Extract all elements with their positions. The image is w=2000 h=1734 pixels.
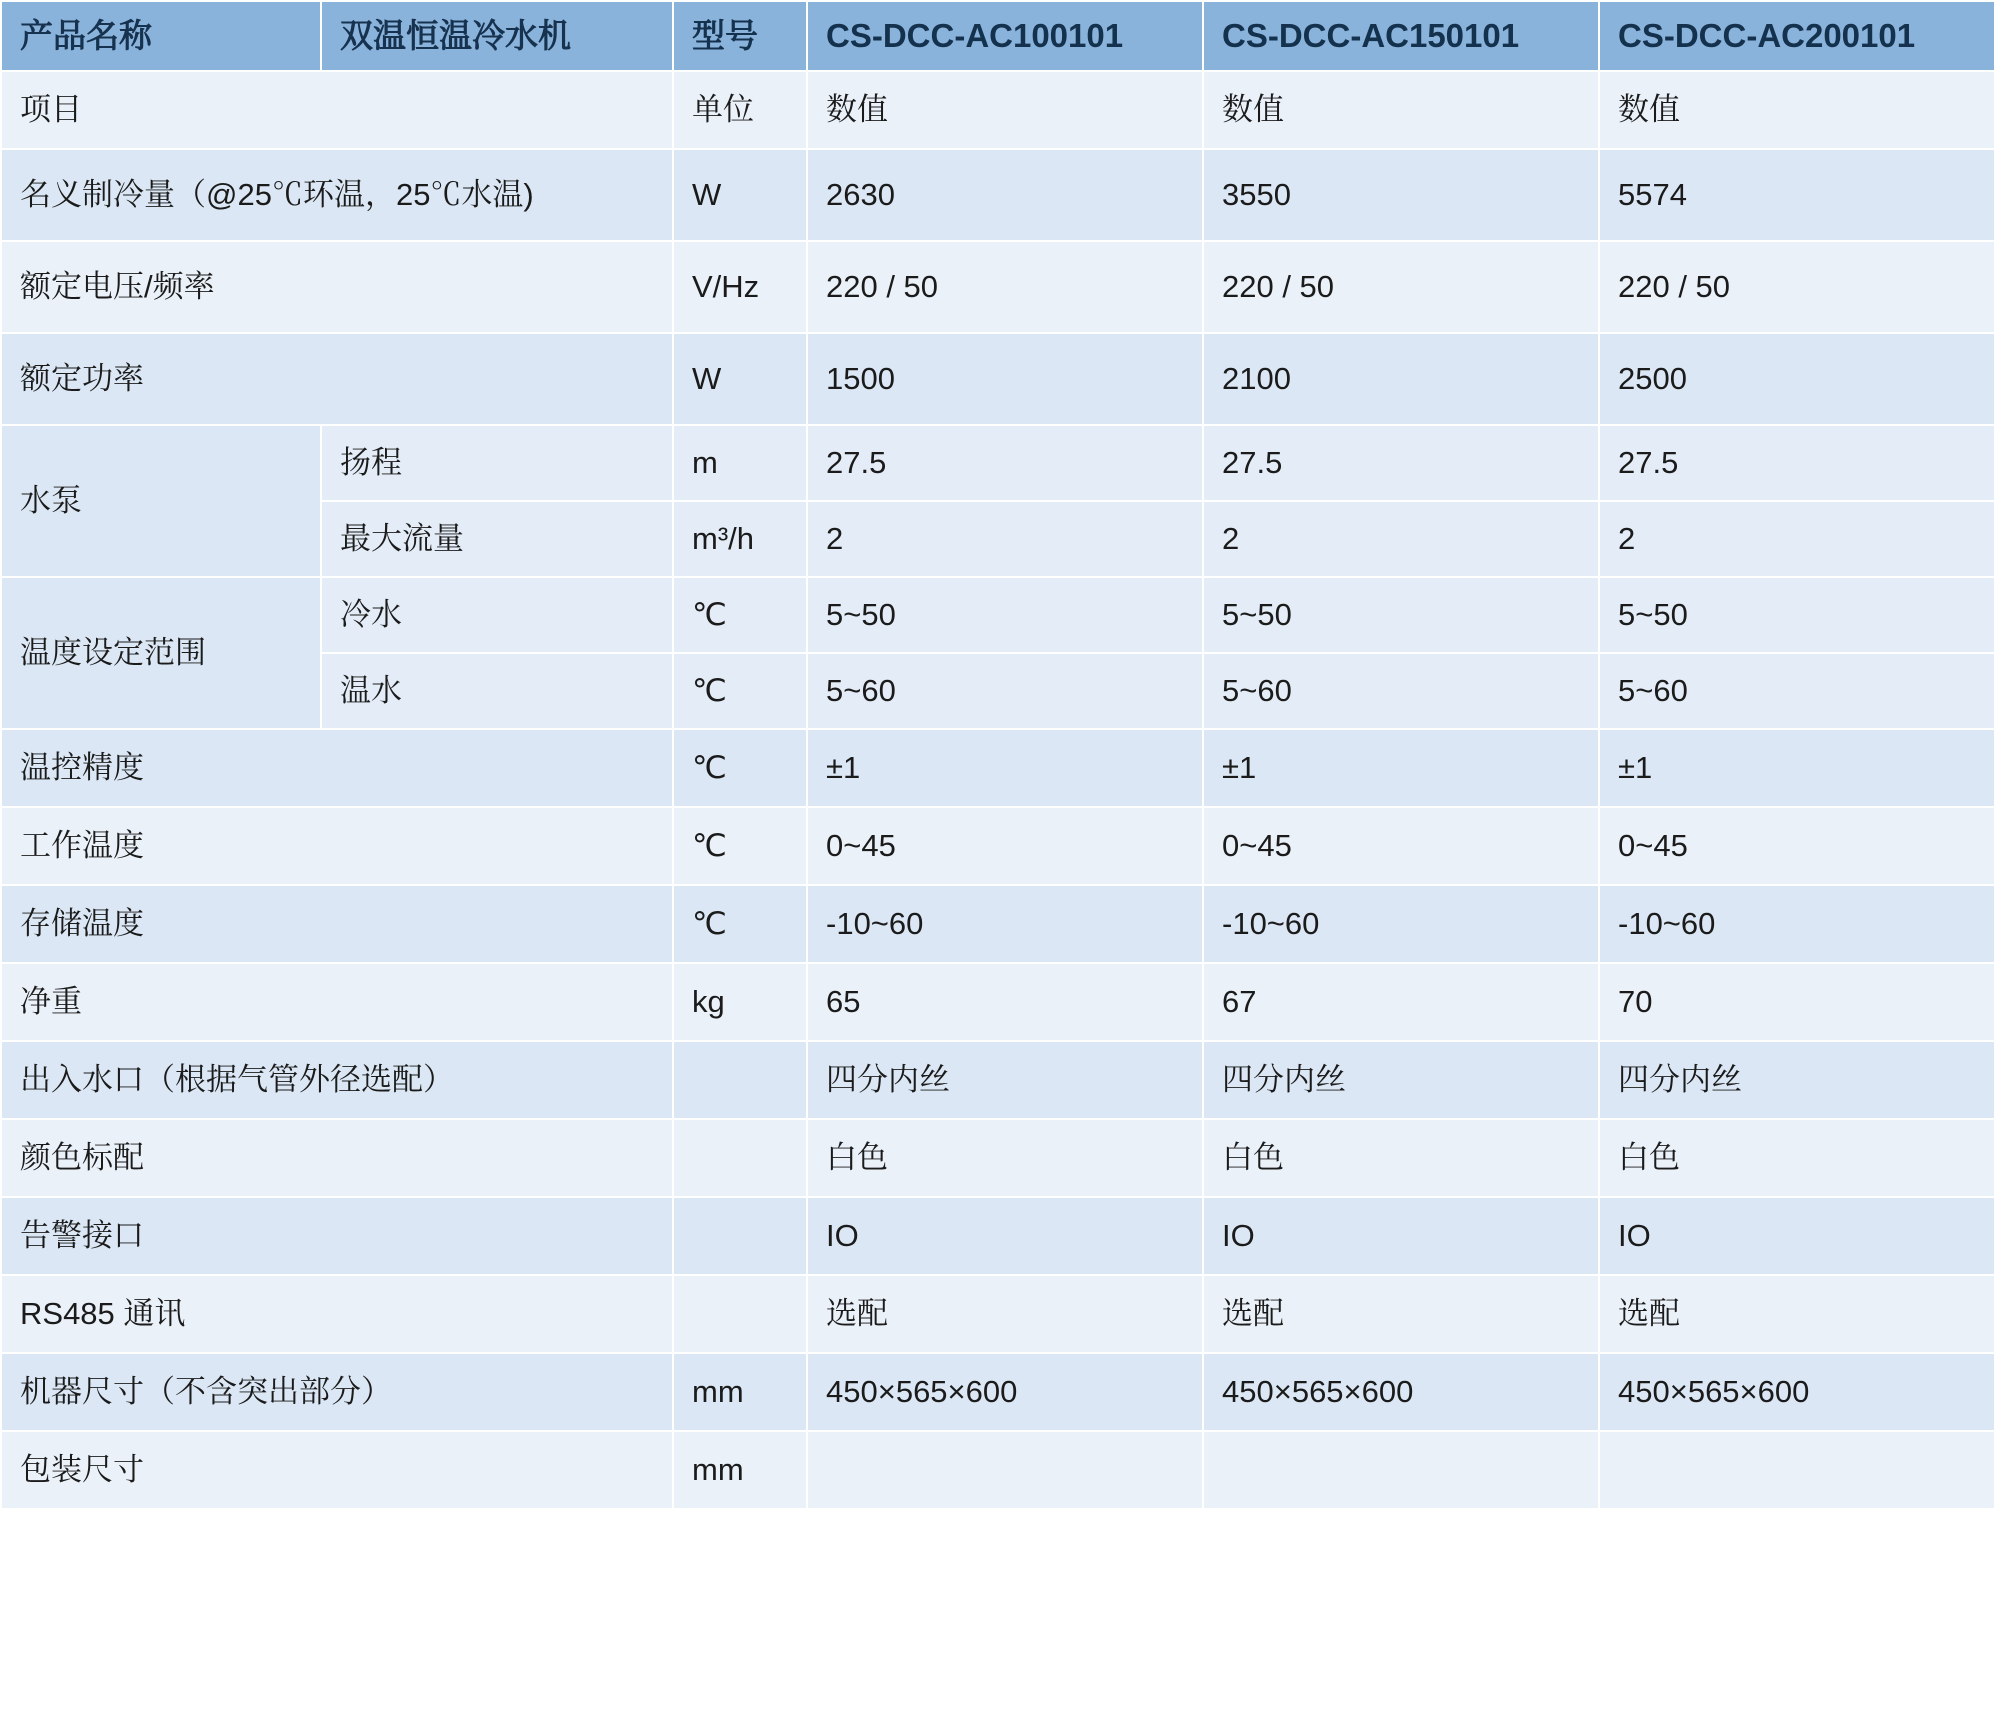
table-row — [1, 885, 1995, 963]
row-unit: kg — [673, 963, 807, 1041]
row-value-3: 5~50 — [1599, 577, 1995, 653]
row-unit: m — [673, 425, 807, 501]
row-unit: mm — [673, 1431, 807, 1509]
row-value-1: 数值 — [807, 71, 1203, 149]
row-value-1: ±1 — [807, 729, 1203, 807]
row-value-3: 70 — [1599, 963, 1995, 1041]
table-row — [1, 1275, 1995, 1353]
row-value-2: 3550 — [1203, 149, 1599, 241]
row-label: 温控精度 — [1, 729, 673, 807]
header-model-label: 型号 — [673, 1, 807, 71]
table-header-row — [1, 1, 1995, 71]
row-label: 存储温度 — [1, 885, 673, 963]
row-value-2: 白色 — [1203, 1119, 1599, 1197]
row-value-1: 四分内丝 — [807, 1041, 1203, 1119]
row-unit: ℃ — [673, 885, 807, 963]
row-value-2: 220 / 50 — [1203, 241, 1599, 333]
row-label: 包装尺寸 — [1, 1431, 673, 1509]
row-label: 机器尺寸（不含突出部分） — [1, 1353, 673, 1431]
row-unit — [673, 1197, 807, 1275]
row-label: 告警接口 — [1, 1197, 673, 1275]
row-unit: m³/h — [673, 501, 807, 577]
row-unit: ℃ — [673, 807, 807, 885]
row-value-1 — [807, 1431, 1203, 1509]
table-row — [1, 333, 1995, 425]
row-group-label-temp-range: 温度设定范围 — [1, 577, 321, 729]
row-value-3: IO — [1599, 1197, 1995, 1275]
header-product-name-label: 产品名称 — [1, 1, 321, 71]
header-model-1: CS-DCC-AC100101 — [807, 1, 1203, 71]
table-header — [1, 1, 1995, 71]
row-value-2: 四分内丝 — [1203, 1041, 1599, 1119]
row-value-3: 选配 — [1599, 1275, 1995, 1353]
row-unit: W — [673, 333, 807, 425]
row-sub-label: 最大流量 — [321, 501, 673, 577]
table-row — [1, 71, 1995, 149]
row-unit — [673, 1275, 807, 1353]
row-value-2: ±1 — [1203, 729, 1599, 807]
header-product-name-value: 双温恒温冷水机 — [321, 1, 673, 71]
row-value-3: 2500 — [1599, 333, 1995, 425]
row-value-1: 0~45 — [807, 807, 1203, 885]
row-value-3: 5574 — [1599, 149, 1995, 241]
row-label: 净重 — [1, 963, 673, 1041]
row-unit: mm — [673, 1353, 807, 1431]
row-value-2: IO — [1203, 1197, 1599, 1275]
row-label: 额定功率 — [1, 333, 673, 425]
row-label: 出入水口（根据气管外径选配） — [1, 1041, 673, 1119]
row-unit: ℃ — [673, 729, 807, 807]
table-row — [1, 577, 1995, 653]
row-value-1: 2630 — [807, 149, 1203, 241]
row-value-3: 0~45 — [1599, 807, 1995, 885]
row-unit: W — [673, 149, 807, 241]
row-value-2: 5~50 — [1203, 577, 1599, 653]
row-value-1: 1500 — [807, 333, 1203, 425]
row-value-1: 白色 — [807, 1119, 1203, 1197]
row-value-3: 白色 — [1599, 1119, 1995, 1197]
row-label: 名义制冷量（@25℃环温，25℃水温) — [1, 149, 673, 241]
row-value-2: 5~60 — [1203, 653, 1599, 729]
table-row — [1, 149, 1995, 241]
row-value-1: 220 / 50 — [807, 241, 1203, 333]
row-value-3: 27.5 — [1599, 425, 1995, 501]
row-value-2: 27.5 — [1203, 425, 1599, 501]
row-value-2: 选配 — [1203, 1275, 1599, 1353]
row-unit: ℃ — [673, 653, 807, 729]
row-value-1: -10~60 — [807, 885, 1203, 963]
row-value-1: 5~60 — [807, 653, 1203, 729]
table-row — [1, 729, 1995, 807]
row-value-3 — [1599, 1431, 1995, 1509]
row-value-3: 四分内丝 — [1599, 1041, 1995, 1119]
row-value-3: ±1 — [1599, 729, 1995, 807]
row-value-3: 220 / 50 — [1599, 241, 1995, 333]
row-unit: ℃ — [673, 577, 807, 653]
row-value-2 — [1203, 1431, 1599, 1509]
row-label: 工作温度 — [1, 807, 673, 885]
row-label: 颜色标配 — [1, 1119, 673, 1197]
row-value-1: 65 — [807, 963, 1203, 1041]
row-value-1: 选配 — [807, 1275, 1203, 1353]
row-unit — [673, 1041, 807, 1119]
row-unit: 单位 — [673, 71, 807, 149]
row-value-2: 2 — [1203, 501, 1599, 577]
row-sub-label: 扬程 — [321, 425, 673, 501]
row-value-2: -10~60 — [1203, 885, 1599, 963]
row-value-1: 27.5 — [807, 425, 1203, 501]
row-value-1: 2 — [807, 501, 1203, 577]
row-value-2: 67 — [1203, 963, 1599, 1041]
table-row — [1, 425, 1995, 501]
table-row — [1, 963, 1995, 1041]
row-sub-label: 温水 — [321, 653, 673, 729]
table-row — [1, 1431, 1995, 1509]
row-value-1: IO — [807, 1197, 1203, 1275]
row-value-2: 数值 — [1203, 71, 1599, 149]
row-label: RS485 通讯 — [1, 1275, 673, 1353]
row-unit: V/Hz — [673, 241, 807, 333]
table-row — [1, 1041, 1995, 1119]
row-value-3: 450×565×600 — [1599, 1353, 1995, 1431]
table-row — [1, 1353, 1995, 1431]
row-label: 项目 — [1, 71, 673, 149]
row-group-label-pump: 水泵 — [1, 425, 321, 577]
row-value-2: 2100 — [1203, 333, 1599, 425]
table-row — [1, 1119, 1995, 1197]
row-unit — [673, 1119, 807, 1197]
row-value-3: 5~60 — [1599, 653, 1995, 729]
row-value-2: 450×565×600 — [1203, 1353, 1599, 1431]
row-value-3: 2 — [1599, 501, 1995, 577]
header-model-2: CS-DCC-AC150101 — [1203, 1, 1599, 71]
table-row — [1, 241, 1995, 333]
row-value-3: -10~60 — [1599, 885, 1995, 963]
row-value-1: 5~50 — [807, 577, 1203, 653]
row-value-2: 0~45 — [1203, 807, 1599, 885]
row-sub-label: 冷水 — [321, 577, 673, 653]
row-value-3: 数值 — [1599, 71, 1995, 149]
header-model-3: CS-DCC-AC200101 — [1599, 1, 1995, 71]
row-label: 额定电压/频率 — [1, 241, 673, 333]
table-row — [1, 1197, 1995, 1275]
table-body — [1, 71, 1995, 1509]
row-value-1: 450×565×600 — [807, 1353, 1203, 1431]
table-row — [1, 807, 1995, 885]
